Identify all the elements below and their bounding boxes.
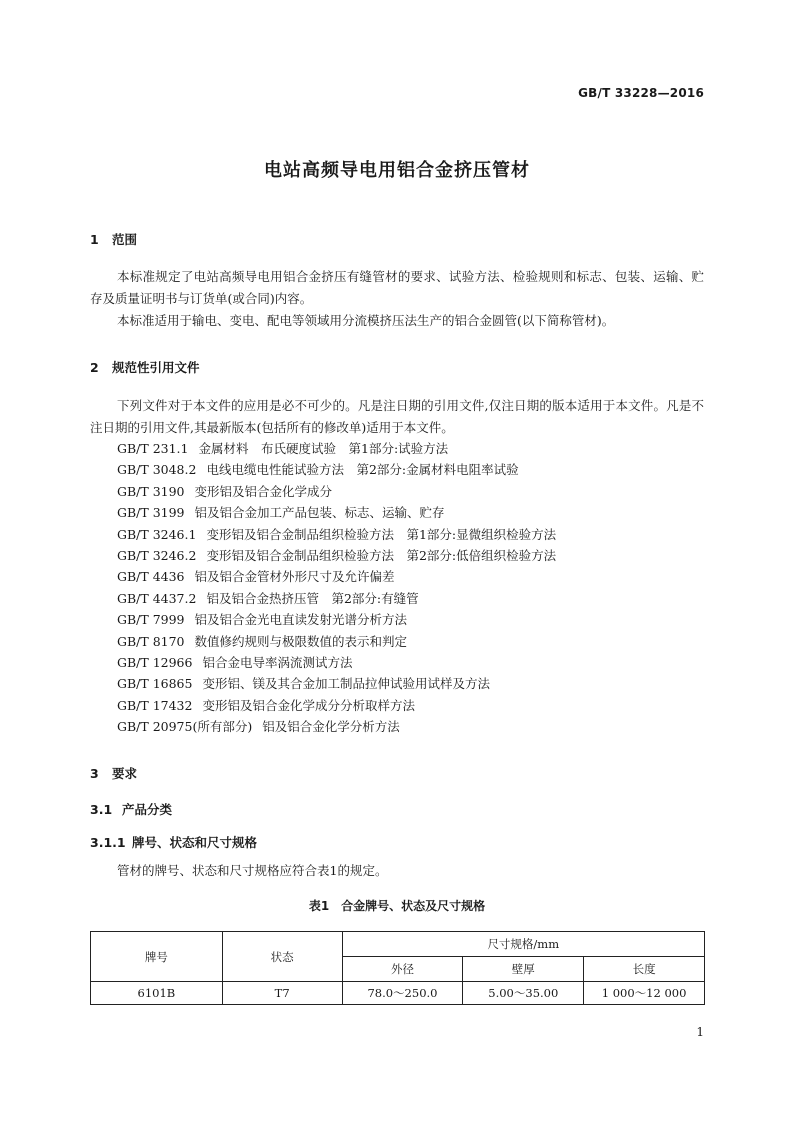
header-length: 长度	[584, 957, 705, 982]
reference-title: 变形铝及铝合金化学成分分析取样方法	[202, 697, 415, 713]
reference-code: GB/T 3190	[117, 483, 185, 499]
reference-title: 变形铝及铝合金化学成分	[194, 483, 333, 499]
reference-code: GB/T 12966	[117, 654, 193, 670]
reference-list	[117, 438, 556, 737]
table-caption: 表1 合金牌号、状态及尺寸规格	[308, 899, 486, 913]
reference-title: 铝及铝合金化学分析方法	[262, 719, 400, 735]
reference-item	[117, 631, 556, 652]
reference-item	[117, 695, 556, 716]
reference-item	[117, 588, 556, 609]
section-title: 牌号、状态和尺寸规格	[132, 835, 258, 850]
page-number: 1	[696, 1025, 704, 1039]
reference-code: GB/T 8170	[117, 633, 185, 649]
header-outer-diameter: 外径	[342, 957, 463, 982]
header-dimensions: 尺寸规格/mm	[342, 932, 704, 957]
section-title: 产品分类	[122, 802, 173, 817]
reference-code: GB/T 4437.2	[117, 590, 197, 606]
section-number: 3	[90, 766, 99, 781]
reference-code: GB/T 3246.1	[117, 526, 197, 542]
cell-temper: T7	[222, 982, 342, 1005]
reference-title: 铝及铝合金加工产品包装、标志、运输、贮存	[194, 505, 445, 521]
reference-item	[117, 502, 556, 523]
table-row	[91, 982, 705, 1005]
spec-table	[90, 931, 705, 1005]
reference-code: GB/T 3048.2	[117, 462, 197, 478]
section-3-1-heading	[90, 800, 172, 818]
section-title: 范围	[112, 232, 138, 247]
section-number: 2	[90, 360, 99, 375]
section-number: 3.1	[90, 802, 113, 817]
reference-code: GB/T 3199	[117, 505, 185, 521]
section-number: 1	[90, 232, 99, 247]
reference-title: 铝合金电导率涡流测试方法	[202, 654, 353, 670]
reference-title: 铝及铝合金管材外形尺寸及允许偏差	[194, 569, 395, 585]
section-3-1-1-paragraph: 管材的牌号、状态和尺寸规格应符合表1的规定。	[117, 863, 388, 878]
reference-item	[117, 609, 556, 630]
reference-code: GB/T 231.1	[117, 441, 189, 456]
reference-item	[117, 673, 556, 694]
cell-outer-diameter: 78.0～250.0	[342, 982, 463, 1005]
reference-title: 铝及铝合金热挤压管 第2部分:有缝管	[206, 590, 419, 606]
section-2-heading	[90, 358, 200, 376]
cell-grade: 6101B	[91, 982, 223, 1005]
reference-item	[117, 566, 556, 587]
cell-length: 1 000～12 000	[584, 982, 705, 1005]
standard-number: GB/T 33228—2016	[578, 86, 704, 100]
reference-title: 变形铝、镁及其合金加工制品拉伸试验用试样及方法	[202, 676, 490, 692]
reference-code: GB/T 4436	[117, 569, 185, 585]
section-number: 3.1.1	[90, 835, 126, 850]
reference-item	[117, 652, 556, 673]
reference-code: GB/T 17432	[117, 697, 193, 713]
reference-item	[117, 716, 556, 737]
reference-code: GB/T 3246.2	[117, 547, 197, 563]
reference-title: 金属材料 布氏硬度试验 第1部分:试验方法	[198, 441, 449, 456]
header-wall-thickness: 壁厚	[463, 957, 584, 982]
reference-item	[117, 459, 556, 480]
cell-wall-thickness: 5.00～35.00	[463, 982, 584, 1005]
section-title: 规范性引用文件	[112, 360, 200, 375]
section-3-1-1-heading	[90, 833, 257, 851]
section-3-heading	[90, 764, 137, 782]
section-2-paragraph-1: 下列文件对于本文件的应用是必不可少的。凡是注日期的引用文件,仅注日期的版本适用于本文件。凡是不注日期的引用文件,其最新版本(包括所有的修改单)适用于本文件。	[90, 398, 704, 435]
reference-item	[117, 481, 556, 502]
reference-title: 变形铝及铝合金制品组织检验方法 第2部分:低倍组织检验方法	[206, 547, 557, 563]
section-1-paragraph-2: 本标准适用于输电、变电、配电等领域用分流模挤压法生产的铝合金圆管(以下简称管材)。	[117, 313, 615, 328]
reference-code: GB/T 20975(所有部分)	[117, 719, 253, 735]
reference-item	[117, 524, 556, 545]
header-grade: 牌号	[91, 932, 223, 982]
reference-title: 数值修约规则与极限数值的表示和判定	[194, 633, 408, 649]
header-temper: 状态	[222, 932, 342, 982]
reference-code: GB/T 7999	[117, 612, 185, 628]
document-title: 电站高频导电用铝合金挤压管材	[264, 160, 530, 181]
section-title: 要求	[112, 766, 138, 781]
reference-title: 电线电缆电性能试验方法 第2部分:金属材料电阻率试验	[206, 462, 519, 478]
section-1-paragraph-1: 本标准规定了电站高频导电用铝合金挤压有缝管材的要求、试验方法、检验规则和标志、包装、运输、贮存及质量证明书与订货单(或合同)内容。	[90, 269, 704, 306]
reference-title: 变形铝及铝合金制品组织检验方法 第1部分:显微组织检验方法	[206, 526, 557, 542]
reference-title: 铝及铝合金光电直读发射光谱分析方法	[194, 612, 408, 628]
table-header-row	[91, 932, 705, 957]
reference-item	[117, 438, 556, 459]
reference-code: GB/T 16865	[117, 676, 193, 692]
section-1-heading	[90, 230, 137, 248]
reference-item	[117, 545, 556, 566]
